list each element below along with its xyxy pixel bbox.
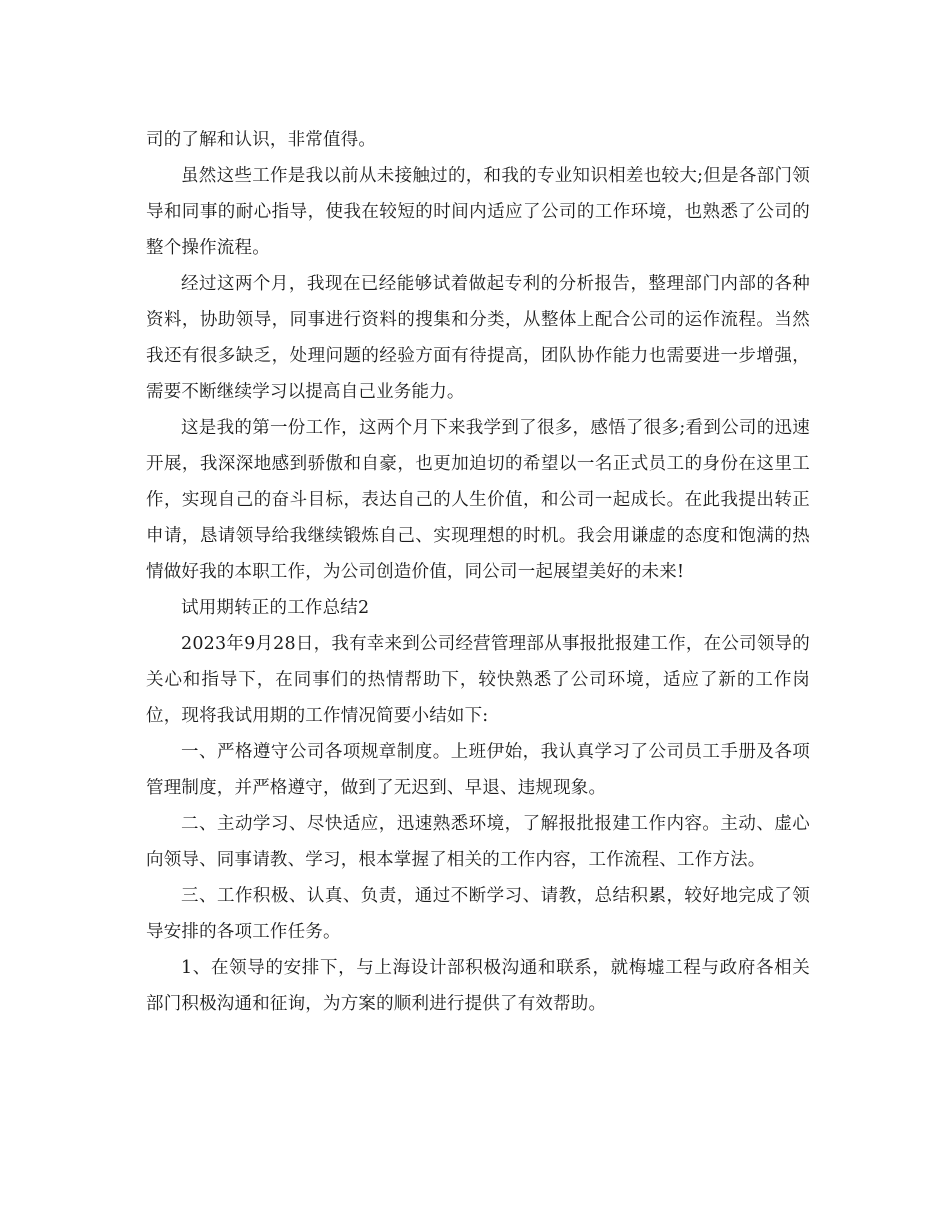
paragraph-8: 二、主动学习、尽快适应，迅速熟悉环境，了解报批报建工作内容。主动、虚心向领导、同事请教、学习，根本掌握了相关的工作内容，工作流程、工作方法。 [146,814,810,870]
document-page [146,122,810,1022]
paragraph-7: 一、严格遵守公司各项规章制度。上班伊始，我认真学习了公司员工手册及各项管理制度，并严格遵守，做到了无迟到、早退、违规现象。 [146,742,810,798]
paragraph-1: 司的了解和认识，非常值得。 [146,130,377,150]
paragraph-4: 这是我的第一份工作，这两个月下来我学到了很多，感悟了很多;看到公司的迅速开展，我深深地感到骄傲和自豪，也更加迫切的希望以一名正式员工的身份在这里工作，实现自己的奋斗目标，表达自己的人生价值，和公司一起成长。在此我提出转正申请，恳请领导给我继续锻炼自己、实现理想的时机。我会用谦虚的态度和饱满的热情做好我的本职工作，为公司创造价值，同公司一起展望美好的未来! [146,418,810,582]
paragraph-10: 1、在领导的安排下，与上海设计部积极沟通和联系，就梅墟工程与政府各相关部门积极沟通和征询，为方案的顺利进行提供了有效帮助。 [146,958,810,1014]
paragraph-3: 经过这两个月，我现在已经能够试着做起专利的分析报告，整理部门内部的各种资料，协助领导，同事进行资料的搜集和分类，从整体上配合公司的运作流程。当然我还有很多缺乏，处理问题的经验方面有待提高，团队协作能力也需要进一步增强，需要不断继续学习以提高自己业务能力。 [146,274,810,402]
section-heading: 试用期转正的工作总结2 [181,598,370,618]
paragraph-9: 三、工作积极、认真、负责，通过不断学习、请教，总结积累，较好地完成了领导安排的各项工作任务。 [146,886,810,942]
paragraph-6: 2023年9月28日，我有幸来到公司经营管理部从事报批报建工作，在公司领导的关心和指导下，在同事们的热情帮助下，较快熟悉了公司环境，适应了新的工作岗位，现将我试用期的工作情况简要小结如下: [146,634,810,726]
paragraph-2: 虽然这些工作是我以前从未接触过的，和我的专业知识相差也较大;但是各部门领导和同事的耐心指导，使我在较短的时间内适应了公司的工作环境，也熟悉了公司的整个操作流程。 [146,166,810,258]
